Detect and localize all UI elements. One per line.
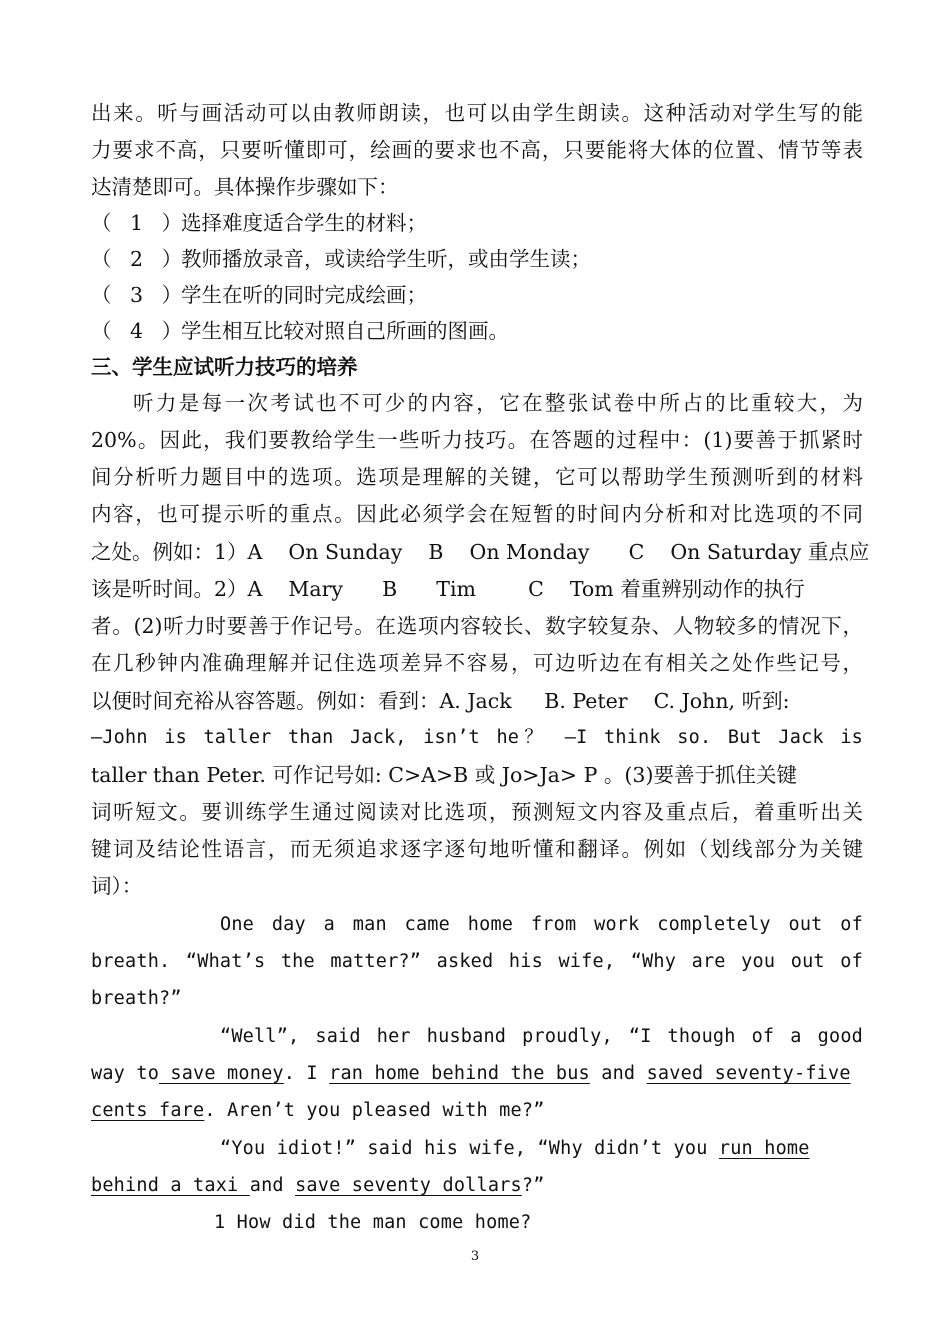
paragraph-line: 以便时间充裕从容答题。例如：看到：A. Jack B. Peter C. John, 听到: <box>91 689 790 713</box>
paragraph-line: 者。(2)听力时要善于作记号。在选项内容较长、数字较复杂、人物较多的情况下， <box>91 614 863 638</box>
story-text: way to <box>91 1063 160 1084</box>
step-item <box>91 316 863 346</box>
step-text: 学生相互比较对照自己所画的图画。 <box>181 319 509 343</box>
story-line <box>91 1171 863 1201</box>
paragraph-line: 该是听时间。2）A Mary B Tim C Tom 着重辨别动作的执行 <box>91 577 805 601</box>
keyword-underlined: ran home behind the bus <box>329 1063 590 1084</box>
step-item <box>91 244 863 274</box>
step-item <box>91 208 863 238</box>
step-text: 教师播放录音，或读给学生听，或由学生读； <box>181 247 591 271</box>
paragraph-line: 间分析听力题目中的选项。选项是理解的关键，它可以帮助学生预测听到的材料 <box>91 465 863 489</box>
story-line <box>91 1096 863 1126</box>
step-text: 选择难度适合学生的材料； <box>181 211 427 235</box>
keyword-underlined: cents fare <box>91 1100 205 1121</box>
paragraph-line: taller than Peter. 可作记号如: C>A>B 或 Jo>Ja> P 。(3)要善于抓住关键 <box>91 763 797 787</box>
story-line: breath. “What’s the matter?” asked his wife, “Why are you out of <box>91 951 863 972</box>
step-number: （ 4 ） <box>91 319 189 343</box>
story-line: One day a man came home from work completely out of <box>220 914 863 935</box>
keyword-underlined: run home <box>718 1138 810 1159</box>
section-heading: 三、学生应试听力技巧的培养 <box>91 355 358 379</box>
keyword-underlined: save money <box>159 1063 284 1084</box>
story-text: “You idiot!” said his wife, “Why didn’t you <box>220 1138 719 1159</box>
paragraph-line: 键词及结论性语言，而无须追求逐字逐句地听懂和翻译。例如（划线部分为关键 <box>91 837 863 861</box>
step-number: （ 1 ） <box>91 211 189 235</box>
step-item <box>91 280 863 310</box>
step-number: （ 3 ） <box>91 283 189 307</box>
keyword-underlined: save seventy dollars <box>295 1175 522 1196</box>
story-line <box>220 1134 863 1164</box>
keyword-underlined: saved seventy-five <box>646 1063 851 1084</box>
story-line: breath?” <box>91 988 182 1009</box>
paragraph-line: 词听短文。要训练学生通过阅读对比选项，预测短文内容及重点后，着重听出关 <box>91 800 863 824</box>
story-text: ?” <box>521 1175 545 1196</box>
keyword-underlined: behind a taxi <box>91 1175 250 1196</box>
paragraph-line: 听力是每一次考试也不可少的内容，它在整张试卷中所占的比重较大，为 <box>133 391 863 415</box>
paragraph-line: —John is taller than Jack, isn’t he？ —I think so. But Jack is <box>91 727 863 748</box>
story-line: “Well”, said her husband proudly, “I though of a good <box>220 1026 863 1047</box>
paragraph-line: 内容，也可提示听的重点。因此必须学会在短暂的时间内分析和对比选项的不同 <box>91 502 863 526</box>
paragraph-line: 20%。因此，我们要教给学生一些听力技巧。在答题的过程中：(1)要善于抓紧时 <box>91 428 863 452</box>
story-text: . Aren’t you pleased with me?” <box>204 1100 545 1121</box>
story-line <box>91 1059 863 1089</box>
story-text: and <box>249 1175 296 1196</box>
question-line: 1 How did the man come home? <box>214 1212 532 1233</box>
text-line: 达清楚即可。具体操作步骤如下： <box>91 175 399 199</box>
paragraph-line: 之处。例如：1）A On Sunday B On Monday C On Saturday 重点应 <box>91 540 870 564</box>
text-line: 力要求不高，只要听懂即可，绘画的要求也不高，只要能将大体的位置、情节等表 <box>91 138 863 162</box>
text-line: 出来。听与画活动可以由教师朗读，也可以由学生朗读。这种活动对学生写的能 <box>91 101 863 125</box>
step-number: （ 2 ） <box>91 247 189 271</box>
story-text: . I <box>283 1063 330 1084</box>
paragraph-line: 在几秒钟内准确理解并记住选项差异不容易，可边听边在有相关之处作些记号， <box>91 651 863 675</box>
story-text: and <box>589 1063 647 1084</box>
page-number: 3 <box>470 1249 480 1264</box>
step-text: 学生在听的同时完成绘画； <box>181 283 427 307</box>
paragraph-line: 词）： <box>91 874 143 898</box>
